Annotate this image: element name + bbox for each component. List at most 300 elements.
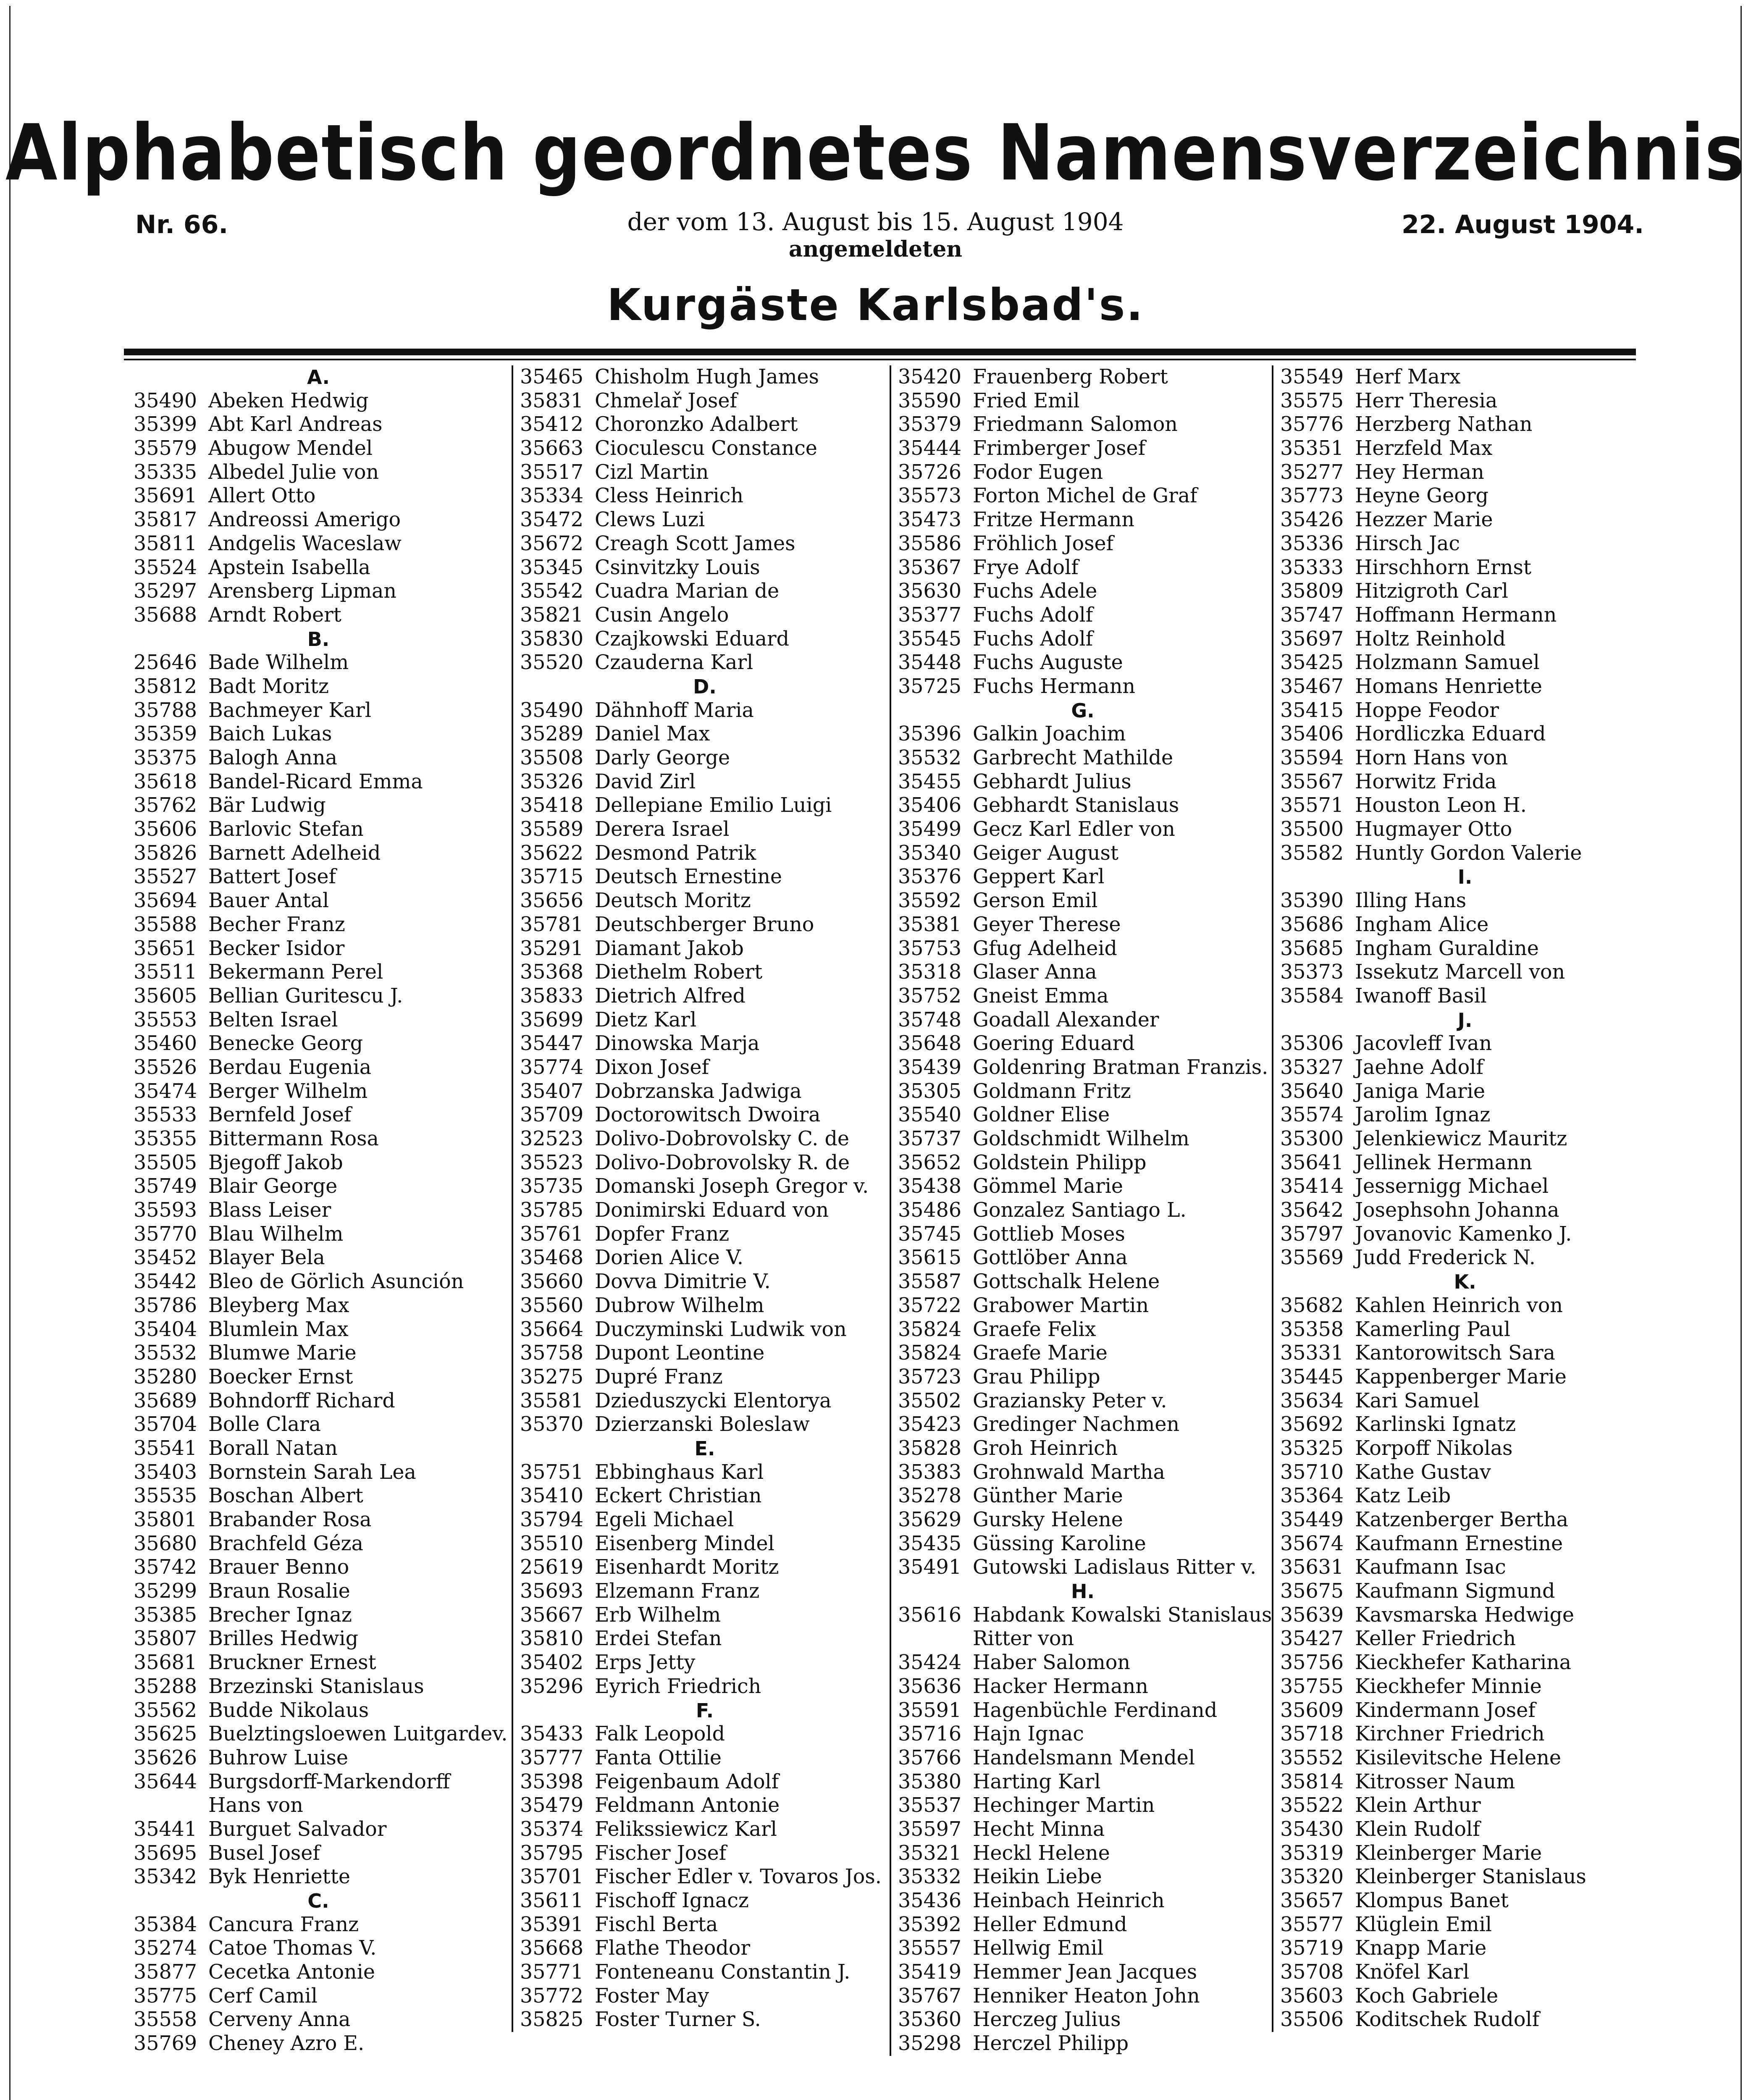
guest-entry	[134, 699, 503, 723]
guest-name: Abugow Mendel	[208, 437, 373, 460]
guest-entry	[134, 1413, 503, 1437]
guest-entry	[520, 865, 890, 889]
guest-entry	[1280, 556, 1650, 580]
guest-entry	[1280, 1865, 1650, 1889]
guest-entry	[1280, 1984, 1650, 2008]
guest-number: 35364	[1280, 1484, 1344, 1508]
guest-name: Blayer Bela	[208, 1246, 325, 1270]
guest-name: Brauer Benno	[208, 1556, 349, 1579]
guest-name: Hoppe Feodor	[1355, 698, 1499, 722]
guest-name: Groh Heinrich	[973, 1436, 1118, 1460]
guest-entry	[134, 389, 503, 413]
guest-entry	[898, 818, 1268, 842]
guest-entry	[1280, 1365, 1650, 1389]
guest-name: Holzmann Samuel	[1355, 651, 1540, 675]
guest-name: Fanta Ottilie	[595, 1746, 722, 1769]
guest-number: 35473	[898, 508, 962, 532]
guest-name: Cerveny Anna	[208, 2008, 351, 2032]
guest-entry	[134, 1151, 503, 1175]
guest-number: 35810	[520, 1627, 584, 1651]
guest-number: 35318	[898, 961, 962, 984]
guest-number: 35278	[898, 1484, 962, 1508]
guest-number: 35345	[520, 556, 584, 579]
guest-number: 35657	[1280, 1889, 1344, 1912]
guest-name: Klüglein Emil	[1355, 1913, 1492, 1936]
issue-date: 22. August 1904.	[1401, 210, 1644, 239]
guest-name: Harting Karl	[973, 1770, 1101, 1793]
letter-heading: D.	[693, 675, 717, 698]
guest-name: Arndt Robert	[208, 603, 341, 627]
name-column-1	[134, 365, 508, 2056]
guest-entry	[1280, 1604, 1650, 1628]
guest-name: Dorien Alice V.	[595, 1246, 743, 1270]
guest-number: 35326	[520, 770, 584, 793]
guest-entry	[520, 1199, 890, 1223]
guest-entry	[520, 1722, 890, 1746]
guest-name: Gömmel Marie	[973, 1175, 1123, 1198]
guest-entry	[520, 1580, 890, 1604]
guest-name: Burguet Salvador	[208, 1817, 387, 1841]
guest-entry	[1280, 794, 1650, 818]
guest-name: Becher Franz	[208, 913, 345, 936]
guest-number: 35447	[520, 1032, 584, 1055]
guest-entry	[1280, 1580, 1650, 1604]
guest-name: Kindermann Josef	[1355, 1698, 1536, 1722]
guest-number: 35540	[898, 1103, 962, 1127]
guest-name: Bruckner Ernest	[208, 1651, 376, 1675]
guest-name: Dellepiane Emilio Luigi	[595, 794, 832, 817]
guest-entry	[898, 722, 1268, 746]
guest-name: Bandel-Ricard Emma	[208, 770, 423, 793]
guest-name: Buhrow Luise	[208, 1746, 348, 1769]
guest-number: 35537	[898, 1794, 962, 1817]
guest-number: 35299	[134, 1580, 197, 1603]
guest-number: 35776	[1280, 413, 1344, 436]
guest-number: 35664	[520, 1318, 584, 1341]
guest-number: 35439	[898, 1055, 962, 1079]
guest-number: 35772	[520, 1984, 584, 2008]
guest-entry	[134, 1722, 508, 1746]
guest-number: 35877	[134, 1961, 197, 1984]
guest-name: Grau Philipp	[973, 1365, 1100, 1389]
guest-name: Clews Luzi	[595, 508, 705, 532]
guest-number: 35769	[134, 2032, 197, 2055]
guest-number: 35748	[898, 1008, 962, 1032]
guest-name: Kirchner Friedrich	[1355, 1722, 1545, 1746]
guest-name: Kaufmann Sigmund	[1355, 1580, 1555, 1603]
guest-number: 35774	[520, 1055, 584, 1079]
guest-entry	[898, 1842, 1268, 1866]
guest-entry	[898, 1151, 1268, 1175]
guest-number: 35636	[898, 1675, 962, 1698]
guest-name: Catoe Thomas V.	[208, 1937, 377, 1960]
guest-entry	[1280, 913, 1650, 937]
guest-entry	[898, 1223, 1268, 1247]
guest-name: Geiger August	[973, 841, 1118, 865]
guest-entry	[134, 1627, 503, 1651]
guest-number: 35725	[898, 675, 962, 698]
guest-number: 35296	[520, 1675, 584, 1698]
guest-number: 35582	[1280, 841, 1344, 865]
guest-entry	[520, 1604, 890, 1628]
guest-name: Hacker Hermann	[973, 1675, 1148, 1698]
guest-number: 35716	[898, 1722, 962, 1746]
guest-name: Blumwe Marie	[208, 1341, 357, 1365]
guest-number: 35797	[1280, 1222, 1344, 1246]
guest-name: Hoffmann Hermann	[1355, 603, 1557, 627]
guest-name: Horn Hans von	[1355, 746, 1508, 769]
guest-number: 35415	[1280, 698, 1344, 722]
guest-entry	[898, 865, 1268, 889]
guest-number: 35631	[1280, 1556, 1344, 1579]
guest-name: Dovva Dimitrie V.	[595, 1270, 771, 1294]
guest-entry	[520, 1246, 890, 1270]
guest-name: Huntly Gordon Valerie	[1355, 841, 1582, 865]
guest-number: 35390	[1280, 889, 1344, 913]
guest-number: 35325	[1280, 1436, 1344, 1460]
guest-name: Cuadra Marian de	[595, 580, 780, 603]
guest-name: Grabower Martin	[973, 1294, 1149, 1317]
guest-number: 35689	[134, 1389, 197, 1412]
guest-number: 35831	[520, 389, 584, 412]
guest-name: Dinowska Marja	[595, 1032, 760, 1055]
guest-number: 35726	[898, 460, 962, 484]
guest-name: Fried Emil	[973, 389, 1080, 412]
guest-entry	[134, 532, 503, 556]
guest-number: 35681	[134, 1651, 197, 1675]
guest-name: Hordliczka Eduard	[1355, 722, 1546, 746]
guest-entry	[520, 1270, 890, 1294]
guest-number: 35581	[520, 1389, 584, 1412]
guest-number: 35486	[898, 1199, 962, 1222]
guest-number: 35436	[898, 1889, 962, 1912]
guest-entry	[1280, 1794, 1650, 1818]
guest-name: Bauer Antal	[208, 889, 329, 913]
guest-name: Geyer Therese	[973, 913, 1121, 936]
section-heading: Kurgäste Karlsbad's.	[606, 279, 1144, 331]
guest-entry	[898, 1556, 1268, 1580]
guest-name: Kaufmann Ernestine	[1355, 1532, 1563, 1555]
guest-number: 35523	[520, 1151, 584, 1174]
guest-number: 35629	[898, 1508, 962, 1531]
guest-entry	[898, 1794, 1268, 1818]
guest-number: 35277	[1280, 460, 1344, 484]
guest-name: Günther Marie	[973, 1484, 1123, 1508]
guest-entry	[898, 1127, 1268, 1151]
guest-entry	[134, 1246, 503, 1270]
guest-number: 35333	[1280, 556, 1344, 579]
guest-number: 35814	[1280, 1770, 1344, 1793]
guest-number: 35682	[1280, 1294, 1344, 1317]
guest-number: 35319	[1280, 1841, 1344, 1865]
guest-number: 35391	[520, 1913, 584, 1936]
guest-entry	[898, 1175, 1268, 1199]
guest-number: 35742	[134, 1556, 197, 1579]
guest-number: 35502	[898, 1389, 962, 1412]
guest-number: 35373	[1280, 961, 1344, 984]
guest-number: 35455	[898, 770, 962, 793]
guest-entry	[1280, 1437, 1650, 1461]
guest-number: 35368	[520, 961, 584, 984]
guest-number: 35622	[520, 841, 584, 865]
guest-name: Apstein Isabella	[208, 556, 370, 579]
guest-name: Habdank Kowalski Stanislaus	[973, 1603, 1272, 1627]
guest-entry	[1280, 508, 1650, 532]
letter-heading: A.	[307, 366, 330, 388]
guest-number: 35591	[898, 1698, 962, 1722]
guest-entry	[520, 437, 890, 461]
name-column-3	[890, 365, 1272, 2056]
guest-name: Czajkowski Eduard	[595, 627, 790, 651]
guest-entry	[1280, 1913, 1650, 1937]
guest-name: Gebhardt Julius	[973, 770, 1131, 793]
guest-number: 35811	[134, 532, 197, 555]
guest-entry	[520, 532, 890, 556]
guest-entry	[898, 2032, 1268, 2056]
guest-name: Deutsch Moritz	[595, 889, 751, 913]
guest-number: 35549	[1280, 365, 1344, 388]
guest-entry	[898, 1413, 1268, 1437]
guest-name: Eyrich Friedrich	[595, 1675, 761, 1698]
guest-number: 35688	[134, 603, 197, 627]
guest-name: Bolle Clara	[208, 1413, 321, 1436]
guest-entry	[520, 1937, 890, 1961]
guest-name: Klein Arthur	[1355, 1794, 1481, 1817]
guest-entry	[134, 1389, 503, 1413]
guest-name: Heller Edmund	[973, 1913, 1127, 1936]
guest-entry	[134, 1056, 503, 1080]
guest-name: Baich Lukas	[208, 722, 332, 746]
guest-number: 35794	[520, 1508, 584, 1531]
guest-number: 35648	[898, 1032, 962, 1055]
guest-name: Foster May	[595, 1984, 709, 2008]
guest-name: Berdau Eugenia	[208, 1055, 372, 1079]
guest-name: Hitzigroth Carl	[1355, 580, 1508, 603]
guest-number: 35771	[520, 1961, 584, 1984]
guest-number: 35651	[134, 937, 197, 960]
guest-name: Fuchs Adolf	[973, 603, 1093, 627]
guest-entry	[134, 508, 503, 532]
guest-number: 35795	[520, 1841, 584, 1865]
guest-name: Barnett Adelheid	[208, 841, 381, 865]
guest-number: 35766	[898, 1746, 962, 1769]
guest-name: Albedel Julie von	[208, 460, 379, 484]
guest-entry	[898, 1961, 1268, 1984]
guest-entry	[134, 1484, 503, 1508]
guest-number: 35396	[898, 722, 962, 746]
guest-number: 35609	[1280, 1698, 1344, 1722]
guest-name: Flathe Theodor	[595, 1937, 751, 1960]
guest-number: 35586	[898, 532, 962, 555]
guest-number: 35423	[898, 1413, 962, 1436]
guest-number: 35761	[520, 1222, 584, 1246]
guest-entry	[1280, 1842, 1650, 1866]
guest-number: 35574	[1280, 1103, 1344, 1127]
guest-name: Belten Israel	[208, 1008, 338, 1032]
guest-number: 35821	[520, 603, 584, 627]
letter-heading: J.	[1457, 1008, 1473, 1032]
guest-number: 35510	[520, 1532, 584, 1555]
guest-entry	[134, 1270, 503, 1294]
guest-entry	[1280, 1651, 1650, 1675]
guest-number: 35535	[134, 1484, 197, 1508]
guest-number: 35526	[134, 1055, 197, 1079]
guest-number: 35430	[1280, 1817, 1344, 1841]
guest-entry	[134, 1008, 503, 1032]
guest-entry	[520, 1223, 890, 1247]
guest-entry	[898, 1199, 1268, 1223]
guest-entry	[520, 984, 890, 1008]
guest-entry	[134, 794, 503, 818]
guest-entry	[520, 1865, 890, 1889]
guest-name: Cusin Angelo	[595, 603, 729, 627]
guest-name: Balogh Anna	[208, 746, 337, 769]
guest-name: Creagh Scott James	[595, 532, 795, 555]
guest-name: Heckl Helene	[973, 1841, 1110, 1865]
guest-number: 35553	[134, 1008, 197, 1032]
guest-number: 35571	[1280, 794, 1344, 817]
guest-entry	[134, 961, 503, 984]
guest-entry	[898, 1103, 1268, 1127]
guest-entry	[1280, 2008, 1650, 2032]
guest-number: 35420	[898, 365, 962, 388]
guest-name: Kantorowitsch Sara	[1355, 1341, 1555, 1365]
guest-name: Graefe Marie	[973, 1341, 1108, 1365]
guest-entry	[898, 413, 1268, 437]
guest-name: Feigenbaum Adolf	[595, 1770, 779, 1793]
guest-number: 35441	[134, 1817, 197, 1841]
guest-entry	[134, 604, 503, 627]
guest-entry	[1280, 1151, 1650, 1175]
guest-number: 35781	[520, 913, 584, 936]
guest-entry	[1280, 889, 1650, 913]
guest-number: 35474	[134, 1079, 197, 1103]
guest-entry	[898, 484, 1268, 508]
guest-entry	[1280, 1413, 1650, 1437]
guest-entry	[898, 1532, 1268, 1556]
guest-number: 35828	[898, 1436, 962, 1460]
guest-number: 35640	[1280, 1079, 1344, 1103]
guest-number: 35520	[520, 651, 584, 675]
guest-number: 35435	[898, 1532, 962, 1555]
guest-number: 35320	[1280, 1865, 1344, 1889]
guest-name: Goadall Alexander	[973, 1008, 1159, 1032]
guest-name: Gebhardt Stanislaus	[973, 794, 1179, 817]
guest-number: 35656	[520, 889, 584, 913]
guest-number: 35321	[898, 1841, 962, 1865]
guest-entry	[520, 722, 890, 746]
guest-entry	[134, 1437, 503, 1461]
guest-number: 35527	[134, 865, 197, 889]
guest-entry	[898, 604, 1268, 627]
guest-entry	[134, 1223, 503, 1247]
guest-number: 35406	[1280, 722, 1344, 746]
guest-entry	[898, 1746, 1268, 1770]
guest-name: Handelsmann Mendel	[973, 1746, 1195, 1769]
guest-number: 35575	[1280, 389, 1344, 412]
name-column-4	[1272, 365, 1650, 2032]
guest-entry	[520, 1389, 890, 1413]
guest-name: Dobrzanska Jadwiga	[595, 1079, 802, 1103]
guest-number: 35615	[898, 1246, 962, 1270]
guest-name: Bittermann Rosa	[208, 1127, 379, 1150]
guest-entry	[134, 2032, 503, 2056]
guest-number: 35589	[520, 818, 584, 841]
guest-entry	[520, 1532, 890, 1556]
guest-entry	[1280, 1746, 1650, 1770]
guest-entry	[134, 1937, 503, 1961]
guest-name: Hemmer Jean Jacques	[973, 1961, 1197, 1984]
guest-entry	[520, 1770, 890, 1794]
guest-name: Doctorowitsch Dwoira	[595, 1103, 821, 1127]
guest-name: Kavsmarska Hedwige	[1355, 1603, 1574, 1627]
guest-entry	[520, 1413, 890, 1437]
guest-name: Hey Herman	[1355, 460, 1484, 484]
guest-name: Jaehne Adolf	[1355, 1055, 1483, 1079]
guest-number: 35755	[1280, 1675, 1344, 1698]
guest-entry	[1280, 961, 1650, 984]
guest-entry	[898, 1270, 1268, 1294]
guest-number: 35652	[898, 1151, 962, 1174]
guest-number: 35380	[898, 1770, 962, 1793]
guest-entry	[134, 1175, 503, 1199]
guest-number: 35573	[898, 484, 962, 508]
guest-entry	[898, 1508, 1268, 1532]
guest-name: Ingham Alice	[1355, 913, 1489, 936]
guest-name: Judd Frederick N.	[1355, 1246, 1536, 1270]
guest-number: 35830	[520, 627, 584, 651]
guest-name: Geppert Karl	[973, 865, 1105, 889]
guest-name: Garbrecht Mathilde	[973, 746, 1173, 769]
guest-number: 25619	[520, 1556, 584, 1579]
guest-name: Gottlieb Moses	[973, 1222, 1125, 1246]
guest-name: Egeli Michael	[595, 1508, 734, 1531]
guest-name: Kisilevitsche Helene	[1355, 1746, 1561, 1769]
guest-entry	[520, 1675, 890, 1699]
guest-name: Graefe Felix	[973, 1318, 1096, 1341]
guest-name: Fischoff Ignacz	[595, 1889, 749, 1912]
guest-entry	[1280, 1199, 1650, 1223]
guest-entry	[1280, 1294, 1650, 1318]
guest-entry	[1280, 842, 1650, 866]
guest-name: Eckert Christian	[595, 1484, 762, 1508]
guest-entry	[134, 984, 503, 1008]
guest-entry	[520, 413, 890, 437]
guest-entry	[520, 484, 890, 508]
guest-entry	[520, 1627, 890, 1651]
guest-entry	[898, 1341, 1268, 1365]
guest-name: Buelztingsloewen Luitgardev.	[208, 1722, 508, 1746]
guest-entry	[134, 556, 503, 580]
guest-number: 35327	[1280, 1055, 1344, 1079]
guest-entry	[134, 1651, 503, 1675]
guest-entry	[898, 1913, 1268, 1937]
guest-entry	[520, 2008, 890, 2032]
guest-name: Dupré Franz	[595, 1365, 723, 1389]
guest-name: Karlinski Ignatz	[1355, 1413, 1516, 1436]
guest-number: 25646	[134, 651, 197, 675]
guest-name: Gerson Emil	[973, 889, 1098, 913]
letter-heading: C.	[307, 1890, 329, 1912]
guest-number: 35289	[520, 722, 584, 746]
guest-number: 35557	[898, 1937, 962, 1960]
guest-name: Dähnhoff Maria	[595, 698, 754, 722]
guest-number: 35663	[520, 437, 584, 460]
guest-name: Domanski Joseph Gregor v.	[595, 1175, 869, 1198]
guest-name: Benecke Georg	[208, 1032, 363, 1055]
guest-entry	[898, 1722, 1268, 1746]
header-rule-thick	[124, 349, 1636, 355]
